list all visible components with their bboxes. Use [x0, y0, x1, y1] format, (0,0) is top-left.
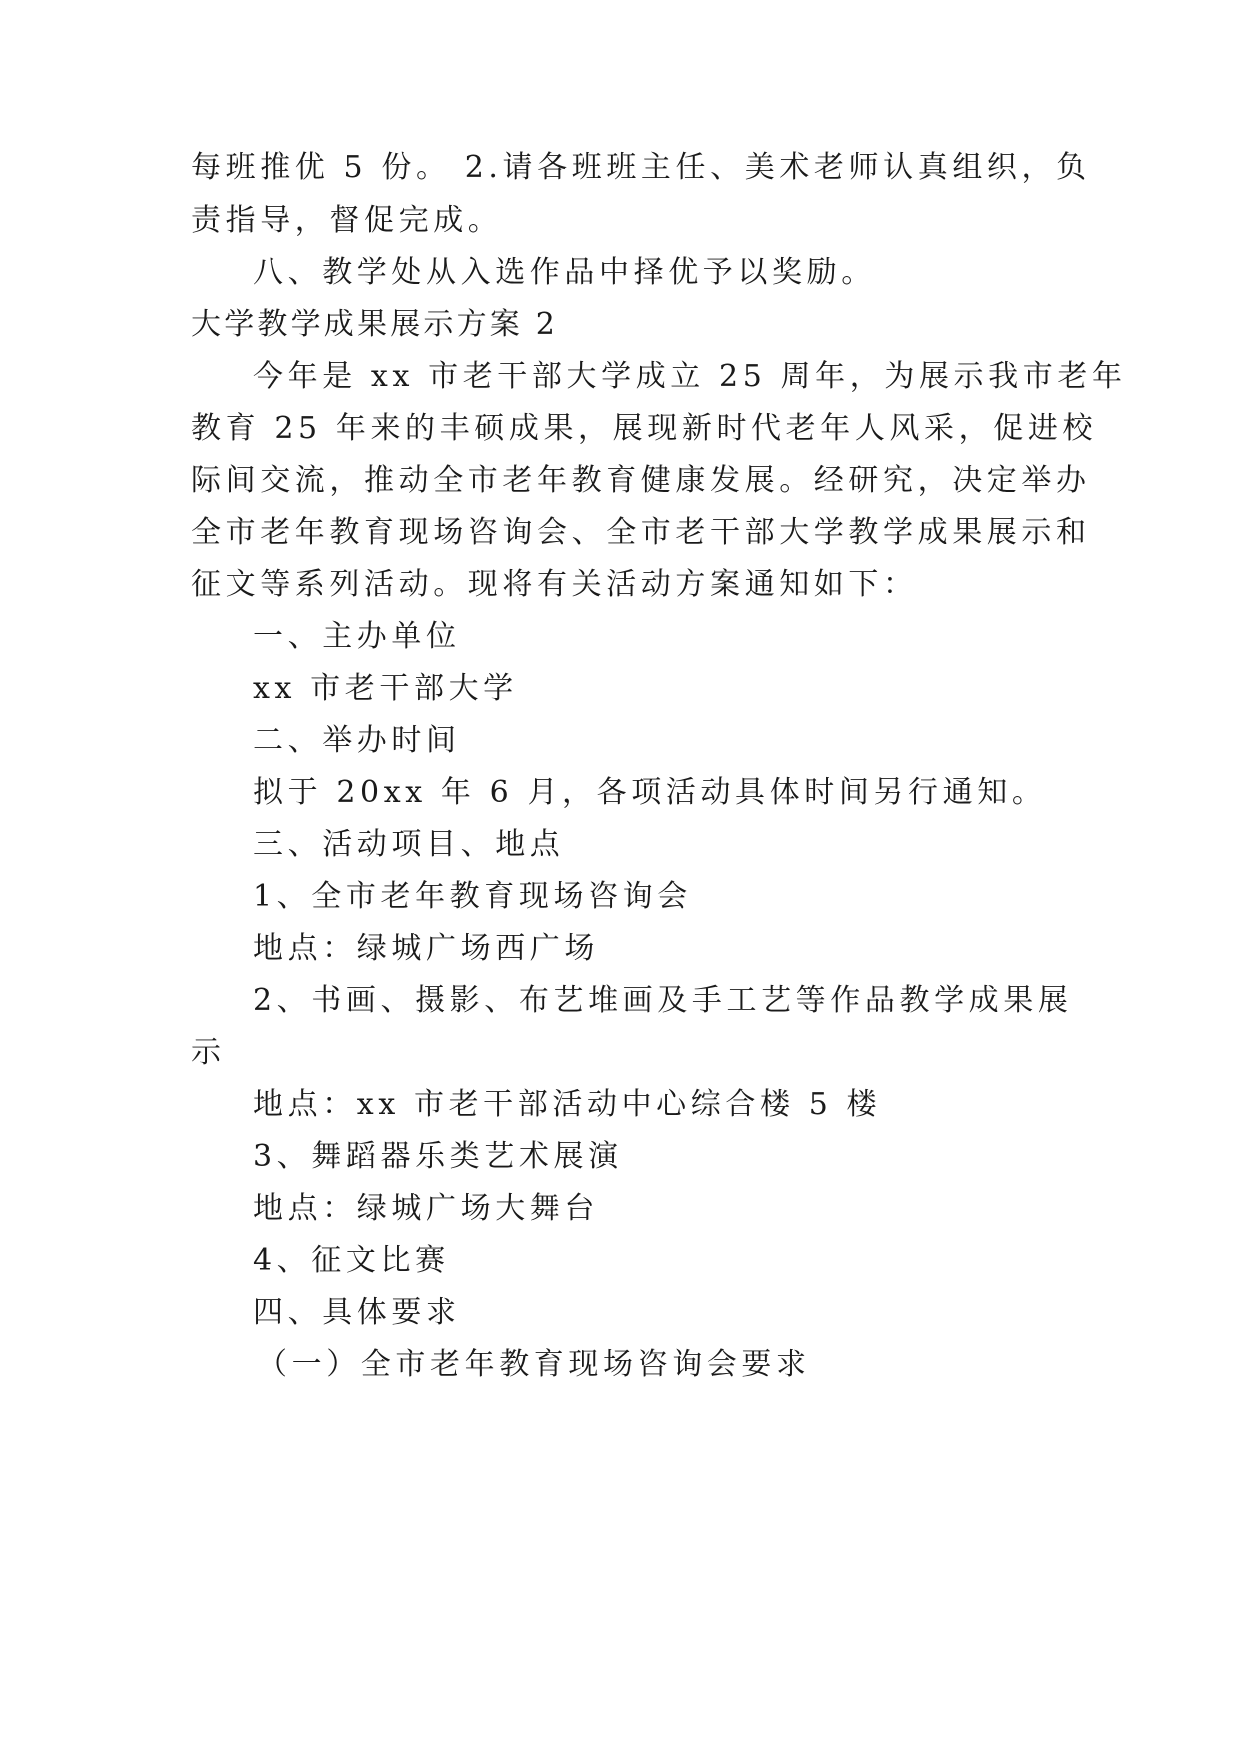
paragraph-line: 地点：绿城广场大舞台 [253, 1191, 599, 1226]
paragraph-line: 际间交流，推动全市老年教育健康发展。经研究，决定举办 [191, 463, 1091, 498]
section-heading: 八、教学处从入选作品中择优予以奖励。 [253, 255, 876, 290]
paragraph-line: 地点：绿城广场西广场 [253, 931, 599, 966]
paragraph-line: 示 [191, 1035, 226, 1070]
paragraph-line: xx 市老干部大学 [253, 671, 518, 706]
section-heading: 一、主办单位 [253, 619, 461, 654]
section-heading: 二、举办时间 [253, 723, 461, 758]
list-item: 1、全市老年教育现场咨询会 [253, 879, 692, 914]
list-item: 4、征文比赛 [253, 1243, 450, 1278]
list-item: 2、书画、摄影、布艺堆画及手工艺等作品教学成果展 [253, 983, 1073, 1018]
section-heading: 三、活动项目、地点 [253, 827, 565, 862]
paragraph-line: 地点：xx 市老干部活动中心综合楼 5 楼 [253, 1087, 882, 1122]
paragraph-line: 全市老年教育现场咨询会、全市老干部大学教学成果展示和 [191, 515, 1091, 550]
document-title: 大学教学成果展示方案 2 [191, 307, 559, 342]
paragraph-line: 拟于 20xx 年 6 月，各项活动具体时间另行通知。 [253, 775, 1047, 810]
paragraph-line: 今年是 xx 市老干部大学成立 25 周年，为展示我市老年 [253, 359, 1127, 394]
paragraph-line: 责指导，督促完成。 [191, 203, 503, 238]
list-item: 3、舞蹈器乐类艺术展演 [253, 1139, 623, 1174]
paragraph-line: 征文等系列活动。现将有关活动方案通知如下： [191, 567, 918, 602]
section-heading: 四、具体要求 [253, 1295, 461, 1330]
paragraph-line: 教育 25 年来的丰硕成果，展现新时代老年人风采，促进校 [191, 411, 1098, 446]
subsection-heading: （一）全市老年教育现场咨询会要求 [257, 1347, 811, 1382]
paragraph-line: 每班推优 5 份。 2.请各班班主任、美术老师认真组织，负 [191, 150, 1091, 185]
